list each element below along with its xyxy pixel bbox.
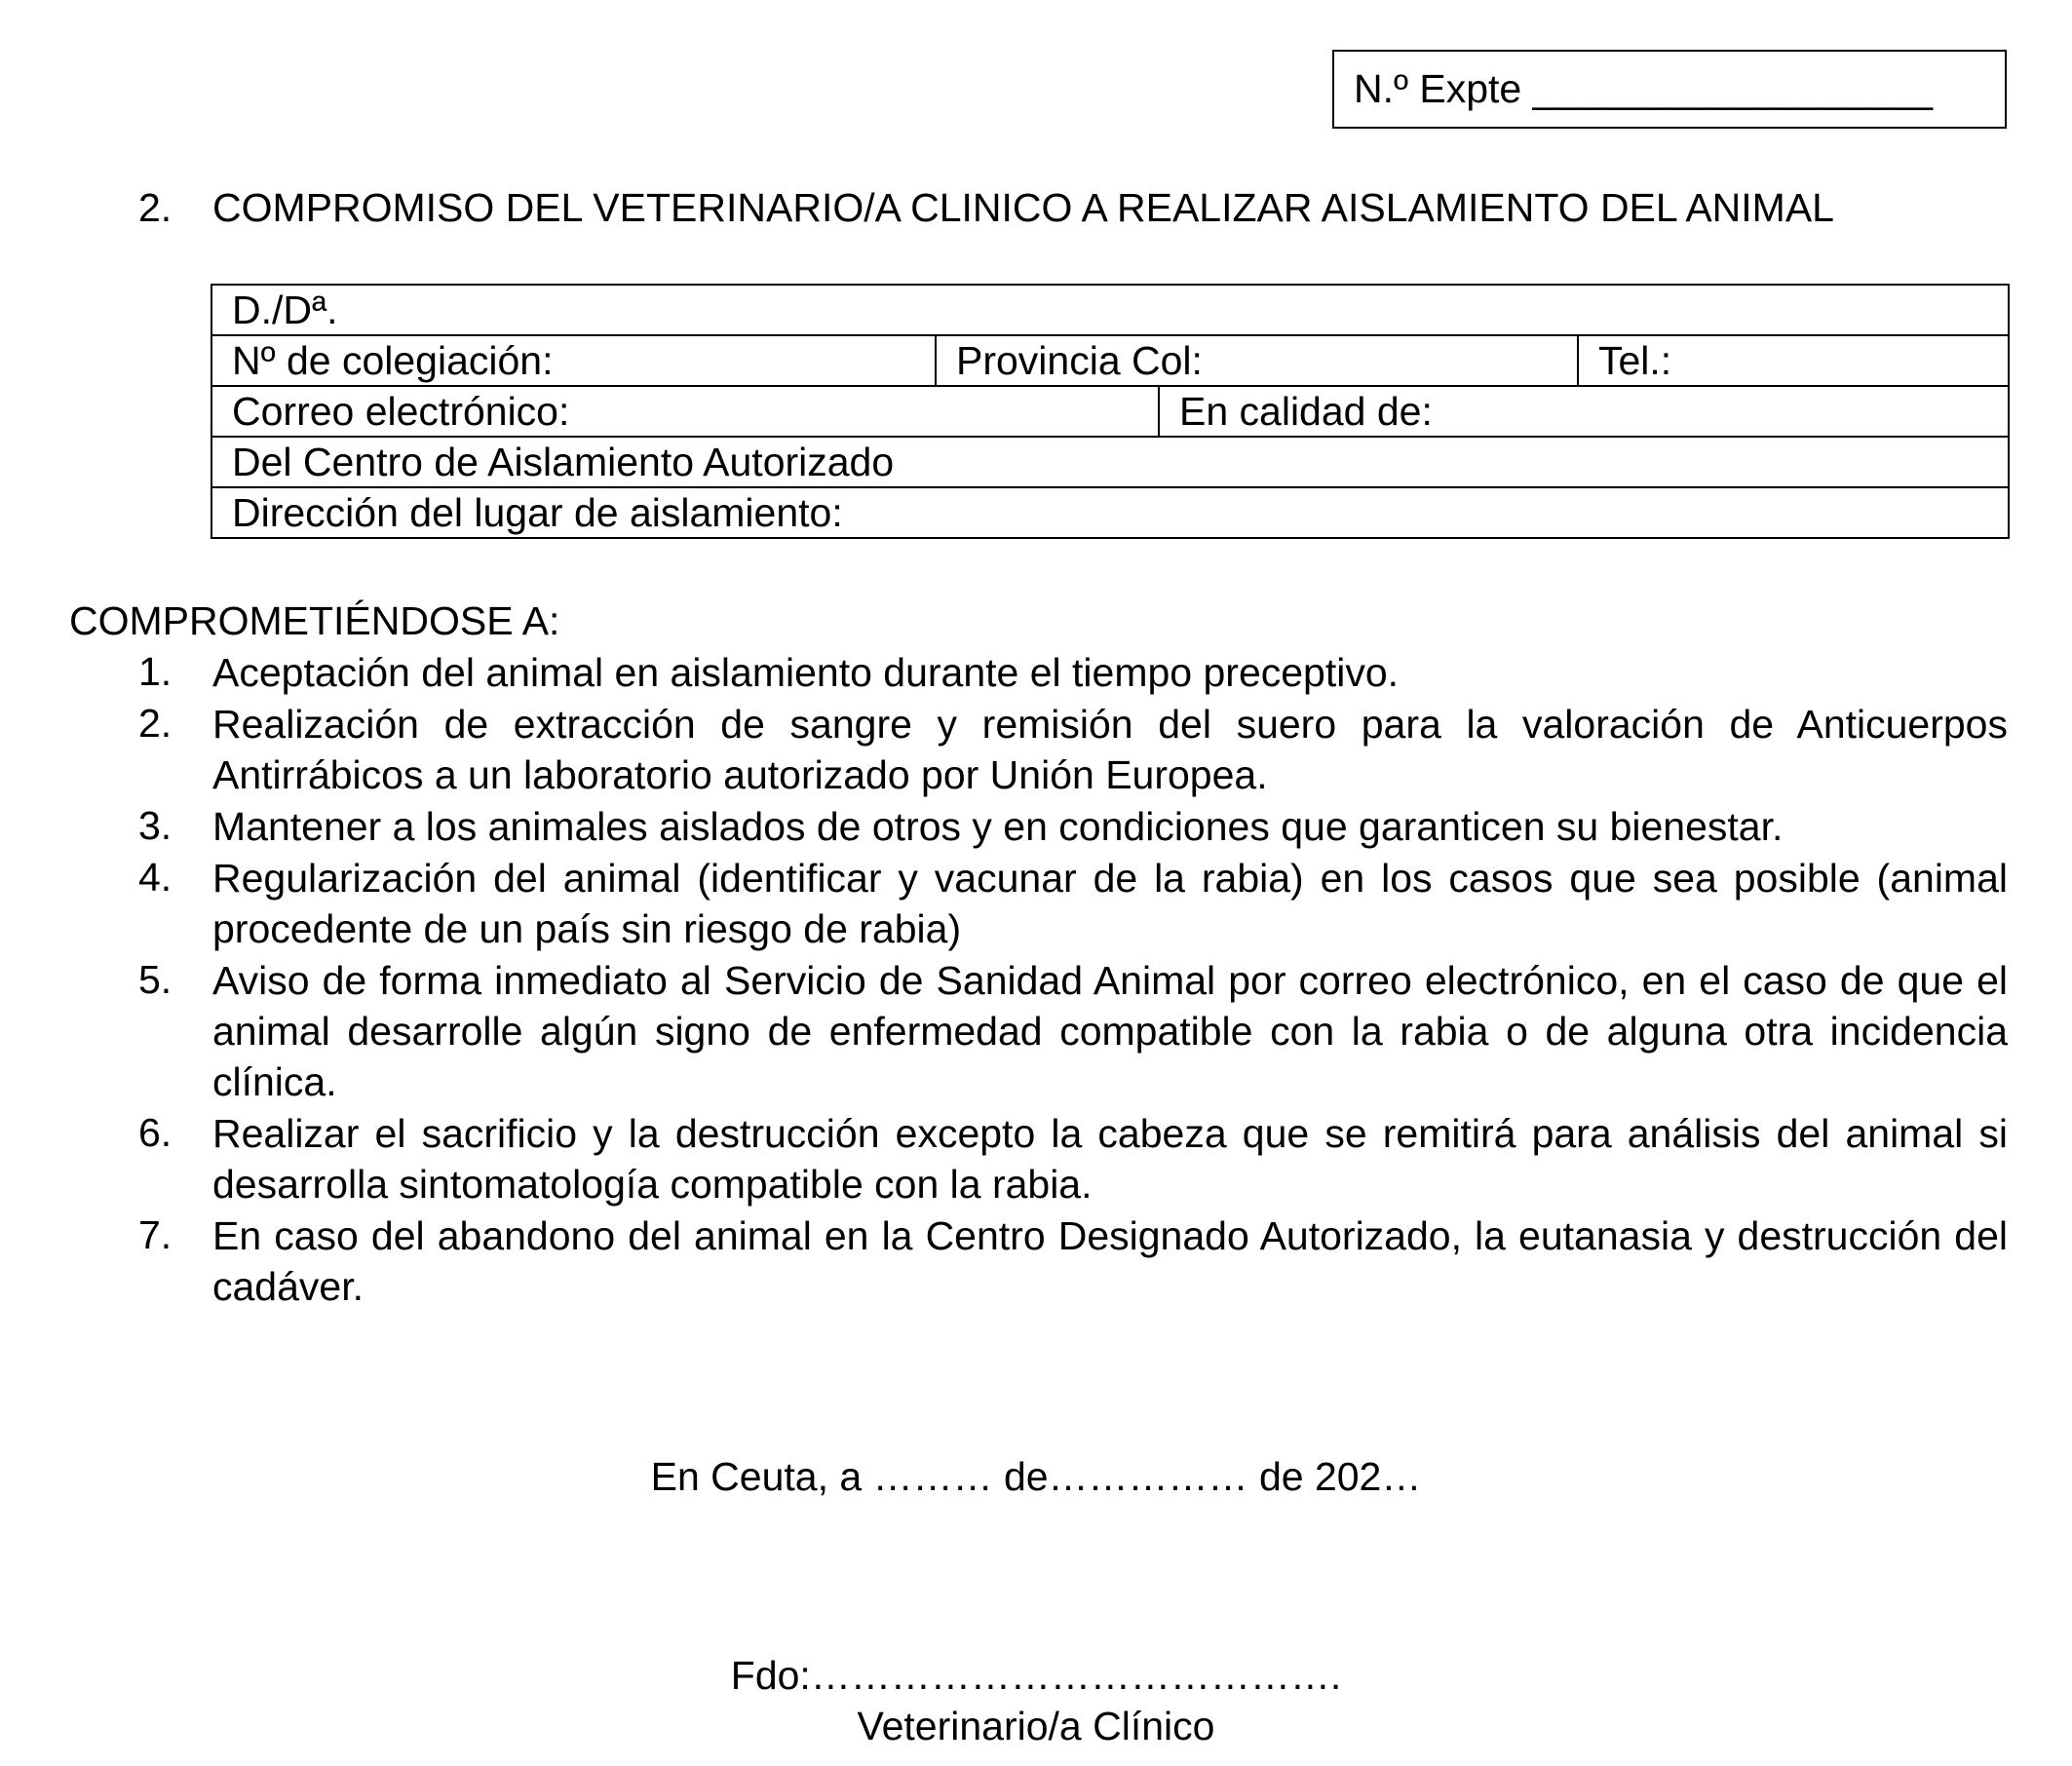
list-item-text: Regularización del animal (identificar y vacunar de la rabia) en los casos que sea posible (animal procedente de un país sin riesgo de rabia): [212, 856, 2008, 951]
colegiacion-field[interactable]: [211, 335, 936, 386]
tel-label: Tel.:: [1598, 337, 1672, 383]
name-label: D./Dª.: [232, 287, 338, 332]
calidad-field[interactable]: [1159, 386, 2009, 437]
calidad-label: En calidad de:: [1179, 388, 1433, 434]
form-row-centro: [211, 437, 2009, 487]
list-item-number: 1.: [138, 649, 173, 694]
form-row-name: [211, 285, 2009, 335]
list-item: [138, 801, 2008, 852]
expediente-number-box: [1332, 50, 2007, 129]
list-item: [138, 647, 2008, 698]
list-item-number: 3.: [138, 803, 173, 848]
list-item-text: Aviso de forma inmediato al Servicio de Sanidad Animal por correo electrónico, en el caso de que el animal desarrolle algún signo de enfermedad compatible con la rabia o de alguna otra incidencia clínica.: [212, 958, 2008, 1104]
commitments-list: [138, 647, 2008, 1313]
list-item-text: En caso del abandono del animal en la Centro Designado Autorizado, la eutanasia y destrucción del cadáver.: [212, 1213, 2008, 1309]
list-item-text: Mantener a los animales aislados de otros y en condiciones que garanticen su bienestar.: [212, 804, 1784, 849]
expediente-label: N.º Expte __________________: [1354, 65, 1934, 111]
email-label: Correo electrónico:: [232, 388, 570, 434]
list-item-number: 6.: [138, 1110, 173, 1155]
list-item-number: 2.: [138, 701, 173, 746]
list-item-text: Realizar el sacrificio y la destrucción excepto la cabeza que se remitirá para análisis del animal si desarrolla sintomatología compatible con la rabia.: [212, 1111, 2008, 1207]
list-item: [138, 699, 2008, 800]
centro-label: Del Centro de Aislamiento Autorizado: [232, 439, 895, 484]
commitments-title: COMPROMETIÉNDOSE A:: [69, 598, 560, 643]
list-item: [138, 1108, 2008, 1209]
centro-field[interactable]: [211, 437, 2009, 487]
list-item-number: 4.: [138, 855, 173, 900]
list-item-number: 5.: [138, 957, 173, 1002]
section-heading: [138, 183, 2010, 233]
form-row-colegiacion: [211, 335, 2009, 386]
provincia-field[interactable]: [936, 335, 1578, 386]
veterinarian-form-table: [211, 284, 2010, 539]
tel-field[interactable]: [1578, 335, 2009, 386]
section-title: COMPROMISO DEL VETERINARIO/A CLINICO A REALIZAR AISLAMIENTO DEL ANIMAL: [212, 185, 1834, 230]
email-field[interactable]: [211, 386, 1159, 437]
direccion-label: Dirección del lugar de aislamiento:: [232, 489, 843, 535]
section-number: 2.: [138, 185, 173, 230]
list-item: [138, 955, 2008, 1107]
form-row-email: [211, 386, 2009, 437]
name-field[interactable]: [211, 285, 2009, 335]
list-item: [138, 1210, 2008, 1312]
provincia-label: Provincia Col:: [956, 337, 1203, 383]
signature-role: Veterinario/a Clínico: [857, 1704, 1215, 1748]
signature-line: Fdo:………………………………….: [730, 1653, 1342, 1698]
place-date-line: En Ceuta, a ……… de…………… de 202…: [650, 1454, 1422, 1499]
colegiacion-label: Nº de colegiación:: [232, 337, 554, 383]
list-item: [138, 853, 2008, 954]
direccion-field[interactable]: [211, 487, 2009, 538]
form-row-direccion: [211, 487, 2009, 538]
list-item-text: Realización de extracción de sangre y remisión del suero para la valoración de Anticuerpos Antirrábicos a un laboratorio autorizado por Unión Europea.: [212, 702, 2008, 797]
list-item-text: Aceptación del animal en aislamiento durante el tiempo preceptivo.: [212, 650, 1400, 695]
list-item-number: 7.: [138, 1212, 173, 1257]
